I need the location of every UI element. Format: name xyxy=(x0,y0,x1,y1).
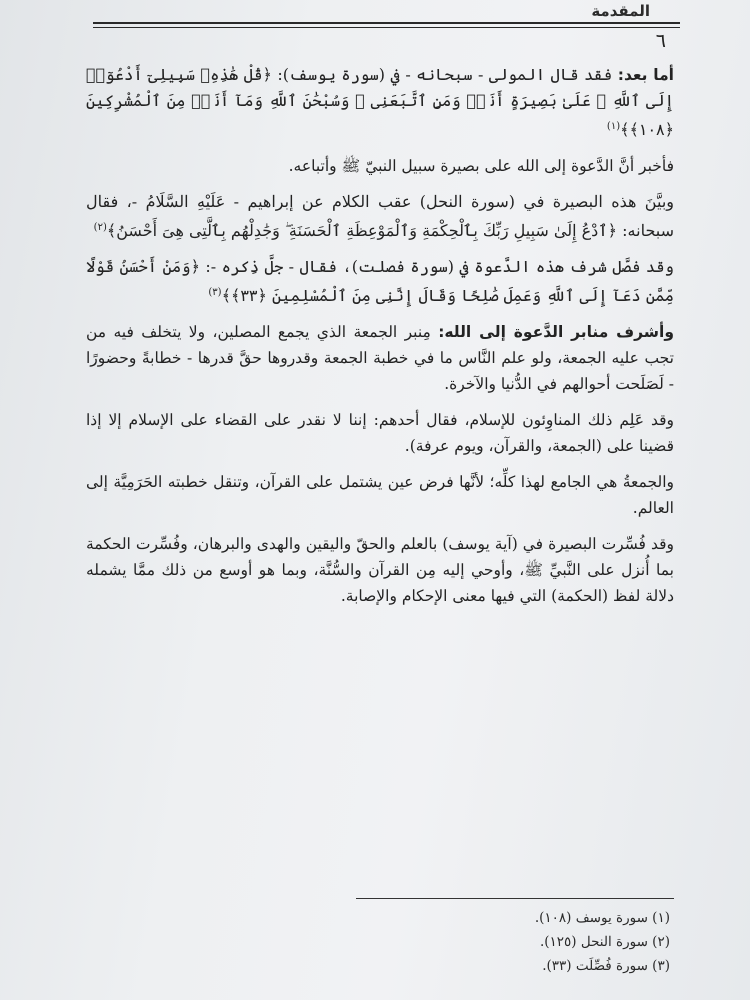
paragraph-text: وقد فُسِّرت البصيرة في (آية يوسف) بالعلم والحقّ واليقين والهدى والبرهان، وفُسِّرت الحكمة بما أُنزل على النَّبيِّ ﷺ، وأوحي إليه مِن القرآن والسُّنَّة، وبما هو أوسع من ذلك ممَّا يشمله دلالة لفظ (الحكمة) التي فيها معنى الإحكام والإصابة. xyxy=(86,535,674,606)
paragraph-text: مِنبر الجمعة الذي يجمع المصلين، ولا يتخلف فيه من تجب عليه الجمعة، ولو علم النَّاس ما في خطبة الجمعة وقدروها حقَّ قدرها - خطابةً وحضورًا - لَصَلَحت أحوالهم في الدُّنيا والآخرة. xyxy=(86,323,674,394)
paragraph xyxy=(86,407,674,459)
paragraph-text: فقد قال المولى - سبحانه - في (سورة يوسف): ﴿قُلْ هَٰذِهِۦ سَبِيلِىٓ أَدْعُوٓا۟ إِلَى ٱللَّهِ ۚ عَلَىٰ بَصِيرَةٍ أَنَا۠ وَمَنِ ٱتَّبَعَنِى ۖ وَسُبْحَٰنَ ٱللَّهِ وَمَآ أَنَا۠ مِنَ ٱلْمُشْرِكِينَ ﴿١٠٨﴾﴾ xyxy=(86,65,674,140)
paragraph-lead: وأشرف منابر الدَّعوة إلى الله: xyxy=(438,323,675,342)
paragraph xyxy=(86,531,674,609)
paragraph-lead: أما بعد: xyxy=(617,66,674,84)
footnote-marker: (١) xyxy=(606,121,621,132)
footnotes xyxy=(250,906,670,978)
footnote-separator xyxy=(356,898,674,899)
footnote: (١) سورة يوسف (١٠٨). xyxy=(534,910,670,926)
paragraph-text: والجمعةُ هي الجامع لهذا كلِّه؛ لأنَّها فرض عين يشتمل على القرآن، وتنقل خطبته الحَرَمِيَّة إلى العالم. xyxy=(86,473,674,518)
paragraph xyxy=(86,319,674,397)
paragraph-text: فأخبر أنَّ الدَّعوة إلى الله على بصيرة سبيل النبيّ ﷺ وأتباعه. xyxy=(288,157,674,176)
footnote: (٣) سورة فُصِّلَت (٣٣). xyxy=(542,958,670,974)
main-text xyxy=(86,62,674,619)
header-rule-thin xyxy=(93,27,680,28)
paragraph-text: وبيَّنَ هذه البصيرة في (سورة النحل) عقب الكلام عن إبراهيم - عَلَيْهِ السَّلَامُ -، فقال سبحانه: ﴿ٱدْعُ إِلَىٰ سَبِيلِ رَبِّكَ بِٱلْحِكْمَةِ وَٱلْمَوْعِظَةِ ٱلْحَسَنَةِ ۖ وَجَٰدِلْهُم بِٱلَّتِى هِىَ أَحْسَنُ﴾ xyxy=(86,192,674,241)
paragraph xyxy=(86,153,674,179)
paragraph-text: وقد فصَّل شرف هذه الدَّعوة في (سورة فصلت)، فقال - جلَّ ذِكره -: ﴿وَمَنْ أَحْسَنُ قَوْلًا مِّمَّن دَعَآ إِلَى ٱللَّهِ وَعَمِلَ صَٰلِحًا وَقَالَ إِنَّنِى مِنَ ٱلْمُسْلِمِينَ ﴿٣٣﴾﴾ xyxy=(86,257,674,306)
running-header-title: المقدمة xyxy=(591,2,650,20)
paragraph xyxy=(86,469,674,521)
paragraph xyxy=(86,254,674,309)
footnote-marker: (٣) xyxy=(208,287,222,299)
paragraph xyxy=(86,189,674,244)
page-number: ٦ xyxy=(655,30,666,52)
paragraph-text: وقد عَلِم ذلك المناوِئون للإسلام، فقال أحدهم: إننا لا نقدر على القضاء على الإسلام إلا إذا قضينا على (الجمعة، والقرآن، ويوم عرفة). xyxy=(86,411,674,456)
footnote: (٢) سورة النحل (١٢٥). xyxy=(539,934,670,950)
header-rule-thick xyxy=(93,22,680,24)
footnote-marker: (٢) xyxy=(93,222,107,234)
paragraph xyxy=(86,62,674,143)
